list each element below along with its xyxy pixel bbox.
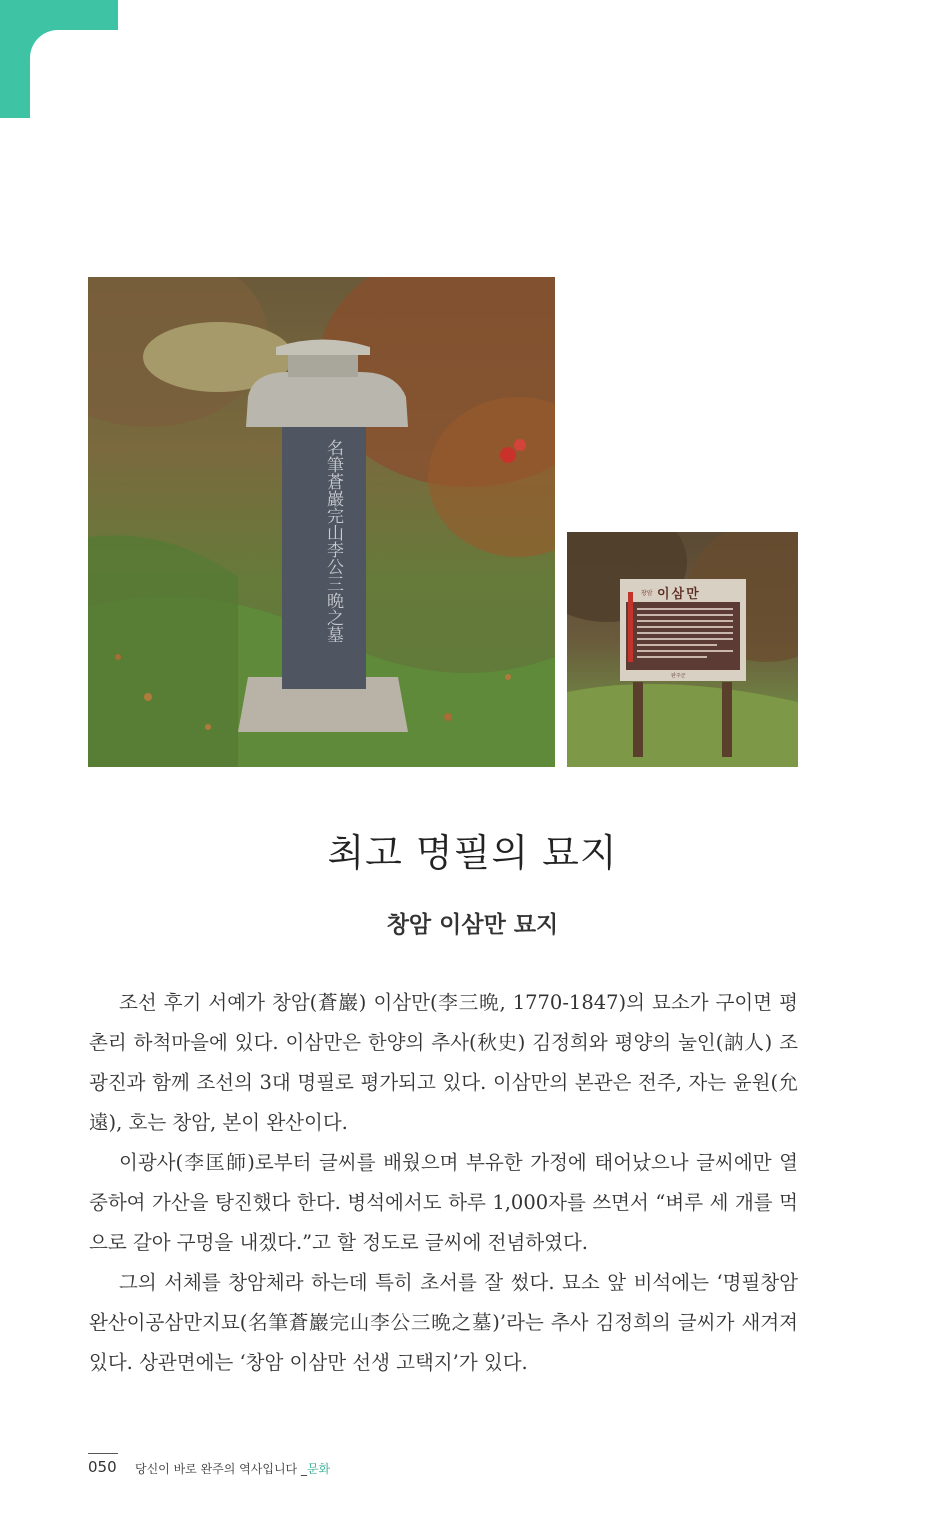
footer-rule [88, 1453, 118, 1454]
corner-tab-decoration [0, 0, 118, 118]
paragraph-2: 이광사(李匡師)로부터 글씨를 배웠으며 부유한 가정에 태어났으나 글씨에만 열중하여 가산을 탕진했다 한다. 병석에서도 하루 1,000자를 쓰면서 “벼루 세 개를 먹으로 갈아 구멍을 내겠다.”고 할 정도로 글씨에 전념하였다. [89, 1151, 798, 1254]
stone-inscription: 名筆蒼巖完山李公三晩之墓 [323, 439, 343, 643]
info-sign-photo [567, 532, 798, 767]
sign-heading-small: 창암 [641, 590, 653, 597]
page-number: 050 [88, 1458, 117, 1476]
footer-running-title [135, 1460, 330, 1477]
footer-section: 문화 [306, 1462, 331, 1476]
page-title: 최고 명필의 묘지 [327, 831, 618, 875]
paragraph-1: 조선 후기 서예가 창암(蒼巖) 이삼만(李三晩, 1770-1847)의 묘소가 구이면 평촌리 하척마을에 있다. 이삼만은 한양의 추사(秋史) 김정희와 평양의 눌인(訥人) 조광진과 함께 조선의 3대 명필로 평가되고 있다. 이삼만의 본관은 전주, 자는 윤원(允遠), 호는 창암, 본이 완산이다. [89, 991, 798, 1134]
info-sign-illustration [567, 532, 798, 767]
body-text [89, 983, 798, 1383]
sign-heading: 이삼만 [657, 587, 701, 602]
tombstone-photo [88, 277, 555, 767]
page-subtitle: 창암 이삼만 묘지 [386, 912, 559, 938]
footer-separator: _ [300, 1462, 307, 1476]
sign-footer: 완주군 [671, 673, 686, 679]
footer-book-title: 당신이 바로 완주의 역사입니다 [135, 1462, 298, 1476]
paragraph-3: 그의 서체를 창암체라 하는데 특히 초서를 잘 썼다. 묘소 앞 비석에는 ‘명필창암완산이공삼만지묘(名筆蒼巖完山李公三晩之墓)’라는 추사 김정희의 글씨가 새겨져 있다. 상관면에는 ‘창암 이삼만 선생 고택지’가 있다. [89, 1271, 798, 1374]
